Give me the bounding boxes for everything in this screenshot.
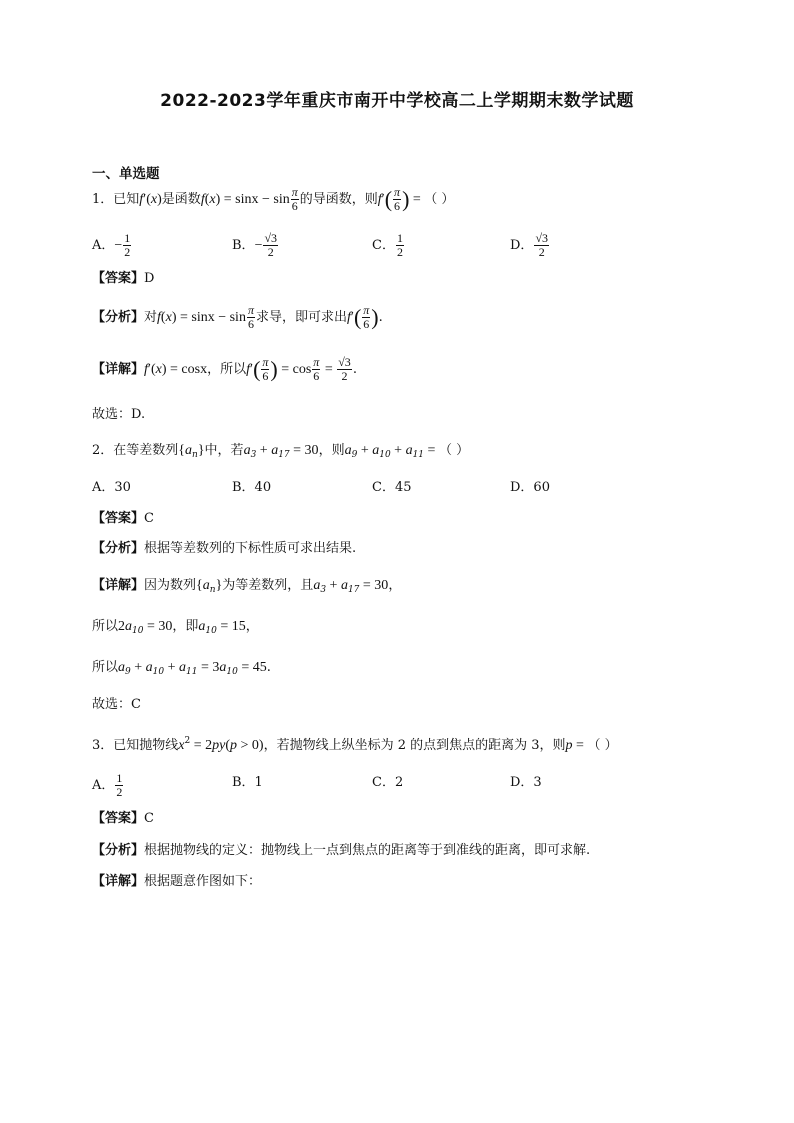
section-heading: 一、单选题 [92,166,160,182]
q1-detail: 【详解】f′(x) = cosx，所以f′( $\frac{\pi}{6}$ ) = cos $\frac{\pi}{6}$ = $\frac{√3}{2}$ . [92,355,357,383]
q3-option-b: B．1 [232,775,263,790]
q3-stem: 3．已知抛物线$x^2 = 2py(p > 0)$，若抛物线上纵坐标为 2 的点到焦点的距离为 3，则p = （ ） [92,736,618,753]
q1-answer: 【答案】D [92,271,155,286]
q2-choice: 故选：C [92,697,141,712]
q3-analysis: 【分析】根据抛物线的定义：抛物线上一点到焦点的距离等于到准线的距离，即可求解. [92,843,591,858]
q2-option-a: A．30 [92,480,131,495]
q2-analysis: 【分析】根据等差数列的下标性质可求出结果. [92,541,357,556]
q1-option-a: A．− $\frac{1}{2}$ [92,231,131,259]
q1-analysis: 【分析】对f(x) = sinx − sin $\frac{\pi}{6}$ 求导，即可求出f′( $\frac{\pi}{6}$ ). [92,303,383,331]
q3-option-c: C．2 [372,775,404,790]
q3-answer: 【答案】C [92,811,154,826]
q2-stem: 2．在等差数列$\{a_n\}$中，若$a_3 + a_{17} = 30$，则$a_9 + a_{10} + a_{11}$ = （ ） [92,443,470,460]
q2-answer: 【答案】C [92,511,154,526]
q3-detail: 【详解】根据题意作图如下： [92,874,262,889]
q2-option-d: D．60 [510,480,550,495]
q1-option-d: D． $\frac{√3}{2}$ [510,231,549,259]
q2-option-b: B．40 [232,480,272,495]
q2-option-c: C．45 [372,480,412,495]
q1-option-c: C． $\frac{1}{2}$ [372,231,403,259]
q3-option-a: A． $\frac{1}{2}$ [92,771,123,799]
q3-option-d: D．3 [510,775,542,790]
q1-choice: 故选：D. [92,407,146,422]
page-title: 2022-2023学年重庆市南开中学校高二上学期期末数学试题 [160,91,634,111]
q2-detail-line2: 所以$2a_{10} = 30$，即$a_{10} = 15$， [92,619,259,636]
q2-detail: 【详解】因为数列$\{a_n\}$为等差数列，且$a_3 + a_{17} = 30$， [92,578,402,595]
q2-detail-line3: 所以$a_9 + a_{10} + a_{11} = 3a_{10} = 45$. [92,660,271,677]
q1-option-b: B．− $\frac{√3}{2}$ [232,231,278,259]
q1-stem: 1．已知f′(x)是函数f(x) = sinx − sin $\frac{\pi}{6}$ 的导函数，则f′( $\frac{\pi}{6}$ ) = （ ） [92,185,455,213]
